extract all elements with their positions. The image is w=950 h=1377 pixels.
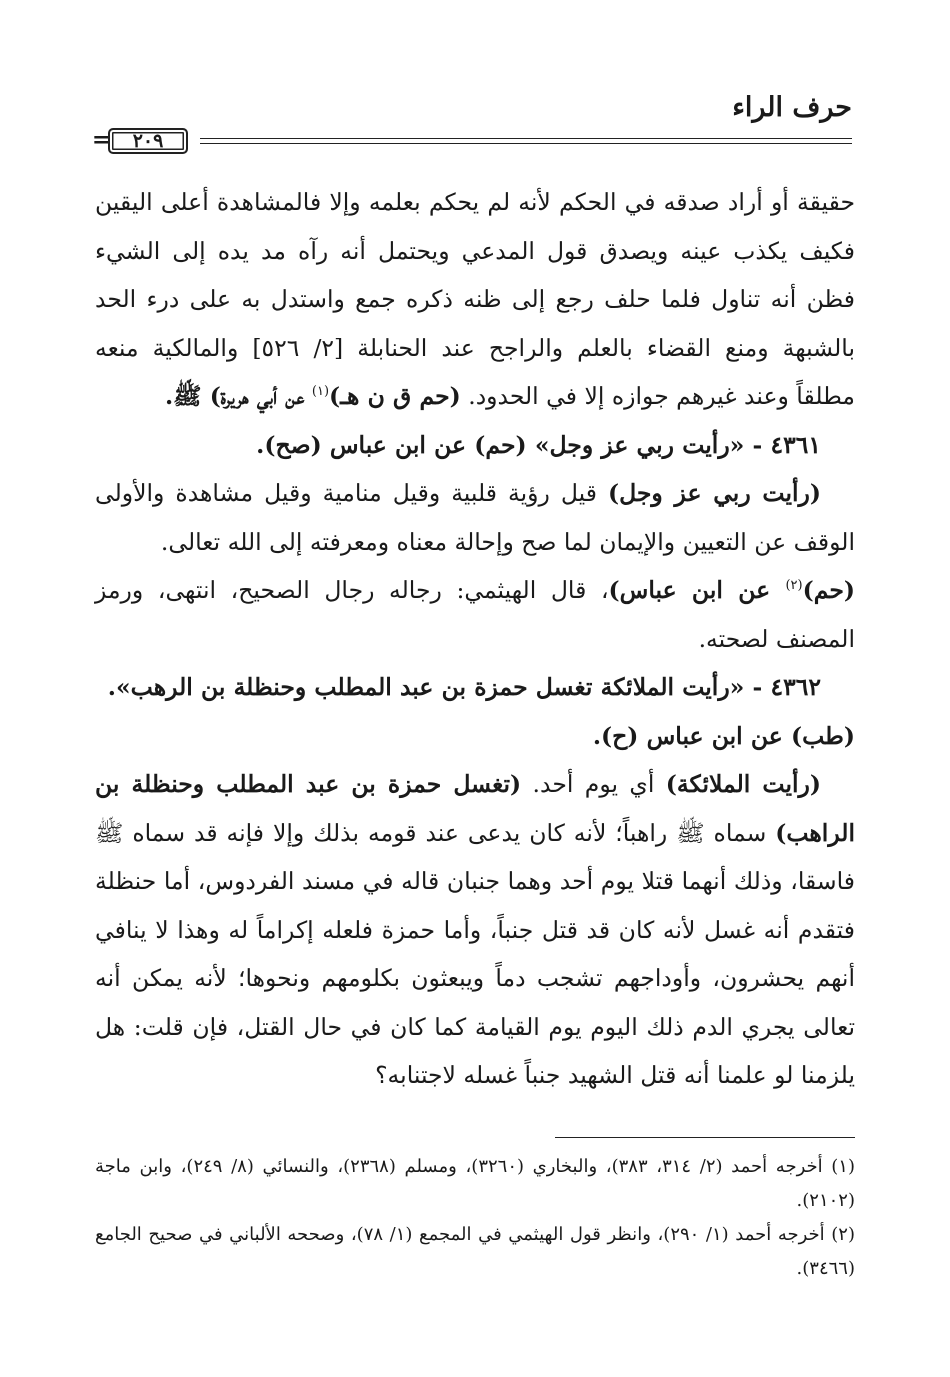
source-paragraph: (حم)$^{(٢)}$ عن ابن عباس)، قال الهيثمي: رجاله رجال الصحيح، انتهى، ورمز المصنف لصحته. [95,576,855,653]
footnotes [95,1150,855,1286]
running-title: حرف الراء [732,92,852,123]
footnote-1: (١) أخرجه أحمد (٢/ ٣١٤، ٣٨٣)، والبخاري (٣٢٦٠)، ومسلم (٢٣٦٨)، والنسائي (٨/ ٢٤٩)، وابن ماجة (٢١٠٢). [95,1156,855,1211]
page-number-mark: = [92,127,111,153]
narrator: عن أبي هريرة) ﷺ. [164,382,305,410]
hadith-heading-4362: ٤٣٦٢ - «رأيت الملائكة تغسل حمزة بن عبد المطلب وحنظلة بن الرهب». [107,673,821,701]
page-header [92,92,852,162]
hadith-source-4362: (طب) عن ابن عباس (ح). [592,721,855,750]
commentary-paragraph: (رأيت ربي عز وجل) قيل رؤية قلبية وقيل منامية وقيل مشاهدة والأولى الوقف عن التعيين والإيمان لما صح وإحالة معناه ومعرفته إلى الله تعالى. [95,479,855,556]
footnote-marker: (٢) [785,578,803,594]
header-double-rule [200,138,852,144]
source-code: (حم) [802,576,855,604]
main-text [95,178,855,1100]
footnote-2: (٢) أخرجه أحمد (١/ ٢٩٠)، وانظر قول الهيثمي في المجمع (١/ ٧٨)، وصححه الألباني في صحيح الجامع (٣٤٦٦). [95,1224,855,1279]
page-number: ٢٠٩ [108,128,188,154]
commentary-paragraph: (رأيت الملائكة) أي يوم أحد. (تغسل حمزة بن عبد المطلب وحنظلة بن الراهب) سماه ﷺ راهباً؛ لأنه كان يدعى عند قومه بذلك وإلا فإنه قد سماه ﷺ فاسقا، وذلك أنهما قتلا يوم أحد وهما جنبان قاله في مسند الفردوس، أما حنظلة فتقدم أنه غسل لأنه كان قد قتل جنباً، وأما حمزة فلعله إكراماً له وهذا لا ينافي أنهم يحشرون، وأوداجهم تشجب دماً ويبعثون بكلومهم ونحوها؛ لأنه يمكن أنه تعالى يجري الدم ذلك اليوم يوم القيامة كما كان في حال القتل، فإن قلت: هل يلزمنا لو علمنا أنه قتل الشهيد جنباً غسله لاجتنابه؟ [95,770,855,1089]
footnote-separator [555,1137,855,1138]
quoted-phrase: (تغسل حمزة بن عبد المطلب وحنظلة بن الراهب) [95,770,855,847]
narrator: عن ابن عباس) [608,576,786,604]
quoted-phrase: (رأيت ربي عز وجل) [607,479,821,507]
source-code: (حم ق ن هـ) [329,382,461,410]
hadith-heading-4361: ٤٣٦١ - «رأيت ربي عز وجل» (حم) عن ابن عباس (صح). [256,430,821,459]
quoted-phrase: (رأيت الملائكة) [665,770,822,798]
footnote-marker: (١) [311,384,330,400]
paragraph-continuation: حقيقة أو أراد صدقه في الحكم لأنه لم يحكم بعلمه وإلا فالمشاهدة أعلى اليقين فكيف يكذب عينه ويصدق قول المدعي ويحتمل أنه رآه مد يده إلى الشيء فظن أنه تناول فلما حلف رجع إلى ظنه ذكره جمع واستدل به على درء الحد بالشبهة ومنع القضاء بالعلم والراجح عند الحنابلة [٢/ ٥٢٦] والمالكية منعه مطلقاً وعند غيرهم جوازه إلا في الحدود. (حم ق ن هـ)$^{(١)}$ عن أبي هريرة) ﷺ. [95,188,855,410]
